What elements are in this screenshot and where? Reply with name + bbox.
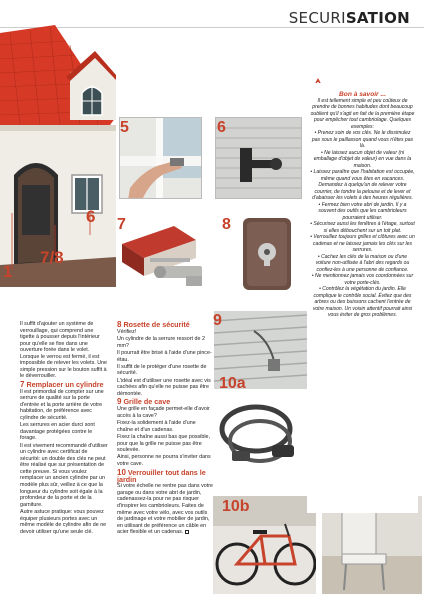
photo-window-lock [119, 117, 202, 199]
body-paragraph: Fixez la chaîne aussi bas que possible, pour que la grille ne puisse pas être soulevée. [117, 434, 210, 454]
body-paragraph: Autre astuce pratique: vous pouvez équiper plusieurs portes avec un même modèle de cylindre afin de ne devoir utiliser qu'une seule clé. [20, 508, 107, 535]
sidebar-title: Bon à savoir ... [339, 91, 386, 98]
photo-shutter-lock [215, 117, 302, 199]
figure-number-10a: 10a [219, 375, 246, 392]
section-heading-8 [117, 321, 213, 328]
figure-number-5: 5 [120, 119, 129, 136]
text-column-1 [20, 321, 109, 536]
section-heading-9 [117, 398, 213, 405]
figure-number-6-house: 6 [86, 207, 96, 226]
sidebar-paragraph: • Contrôlez la végétation du jardin. Elle complique le contrôle social. Évitez que des arbres ou des buissons cachent l'entrée de votre maison. Un voisin attentif pourrait ainsi vous éviter de gros problèmes. [312, 286, 413, 319]
sidebar-text [307, 98, 418, 318]
section-number: 9 [117, 397, 122, 407]
section-number: 8 [117, 320, 122, 329]
sidebar-paragraph: Il est tellement simple et peu coûteux de prendre de bonnes habitudes dont beaucoup oublient qu'il s'agit en fait de la première étape pour empêcher tout cambriolage. Quelques exemples: [310, 98, 415, 130]
sidebar-paragraph: • Prenez soin de vos clés. Ne le dissimulez pas sous le paillasson quand vous n'êtes pas là. [311, 130, 414, 150]
section-heading-7 [20, 381, 109, 388]
sidebar-paragraph: • Verrouillez toujours grilles et clôtures avec un cadenas et ne laissez jamais les clés sur les serrures. [310, 234, 415, 254]
section-number: 7 [20, 379, 25, 389]
body-paragraph: L'idéal est d'utiliser une rosette avec vis cachées afin qu'elle ne puisse pas être démontée. [117, 377, 211, 397]
body-paragraph: Une grille en façade permet-elle d'avoir accès à la cave? [117, 406, 210, 419]
figure-number-6: 6 [217, 119, 226, 136]
header-title-part2: SATION [345, 9, 410, 27]
body-paragraph: Un cylindre de la serrure ressort de 2 mm? [117, 336, 205, 349]
sidebar-paragraph: • Ne laissez aucun objet de valeur (ni emballage d'objet de valeur) en vue dans la maison. [313, 149, 412, 169]
sidebar-paragraph: • Laissez paraître que l'habitation est occupée, même quand vous êtes en vacances. Demandez à quelqu'un de relever votre courrier, de tondre la pelouse et de lever et d'abaisser les volets à des heures régulières. [310, 169, 415, 201]
body-paragraph [117, 483, 213, 535]
body-paragraph: Vérifiez! [117, 328, 137, 335]
end-mark-icon [185, 530, 189, 534]
body-paragraph: Il est vivement recommandé d'utiliser un cylindre avec certificat de sécurité: un double des clés ne peut être réalisé que sur présentation de cette preuve. Si vous voulez remplacer un ancien cylindre par un modèle plus sûr, veillez à ce que la longueur du cylindre soit égale à la profondeur de la porte et de la garniture. [20, 442, 108, 508]
figure-number-9: 9 [213, 312, 222, 329]
section-heading-10 [117, 469, 213, 483]
photo-security-rosette [233, 214, 302, 294]
section-title: Remplacer un cylindre [26, 379, 104, 389]
sidebar-paragraph: • Cachez les clés de la maison ou d'une voiture non-utilisée à l'abri des regards ou confiez-les à une personne de confiance. [315, 253, 410, 273]
photo-cable-lock [214, 389, 307, 489]
photo-cylinder-lock [116, 214, 209, 294]
figure-number-10b: 10b [222, 498, 250, 515]
body-text: Si votre échelle ne rentre pas dans votre garage ou dans votre abri de jardin, cadenassez-la pour ne pas risquer d'inspirer les cambrioleurs. Faites de même avec votre vélo, avec vos outils de jardinage et votre mobilier de jardin, en utilisant de préférence un câble en acier flexible et un cadenas. [117, 483, 213, 536]
section-number: 10 [117, 467, 126, 477]
body-paragraph: Il suffit de le protéger d'une rosette de sécurité. [117, 363, 207, 377]
body-paragraph: Il pourrait être brisé à l'aide d'une pince-étau. [117, 350, 212, 363]
section-title: Verrouiller tout dans le jardin [117, 467, 206, 484]
body-paragraph: Ainsi, personne ne pourra s'inviter dans votre cave. [117, 454, 211, 468]
page-header-title [289, 9, 410, 27]
intro-paragraph: Il suffit d'ajouter un système de verrouillage, qui comprend une tigette à pousser depuis l'intérieur pour qu'elle se fixe dans une ouverture forée dans le volet. Lorsque le verrou est fermé, il est impossible de relever les volets. Une simple pression sur le bouton suffit à le déverrouiller. [20, 321, 108, 380]
figure-number-1: 1 [3, 262, 13, 281]
body-paragraph: Il est primordial de compter sur une serrure de qualité sur la porte d'entrée et la porte arrière de votre habitation, de préférence avec cylindre de sécurité. [20, 388, 104, 421]
figure-number-8: 8 [222, 216, 231, 233]
body-paragraph: Les serrures en acier durci sont davantage protégées contre le forage. [20, 422, 95, 442]
text-column-2 [117, 321, 213, 537]
header-title-part1: SECURI [288, 9, 346, 27]
body-paragraph: Fixez-la solidement à l'aide d'une chaîne et d'un cadenas. [117, 420, 196, 433]
figure-number-7: 7 [117, 216, 126, 233]
sidebar-paragraph: • Fermez bien votre abri de jardin. Il y a souvent des outils que les cambrioleurs pourraient utiliser. [318, 201, 407, 221]
sidebar-paragraph: • Sécurisez aussi les fenêtres à l'étage, surtout si elles débouchent sur un toit plat. [310, 221, 415, 234]
figure-number-7-8: 7/8 [40, 248, 64, 267]
section-title: Rosette de sécurité [123, 320, 190, 329]
sidebar-paragraph: • Ne mentionnez jamais vos coordonnées sur votre porte-clés. [311, 273, 414, 286]
section-title: Grille de cave [123, 397, 171, 407]
tips-sidebar [307, 83, 418, 513]
